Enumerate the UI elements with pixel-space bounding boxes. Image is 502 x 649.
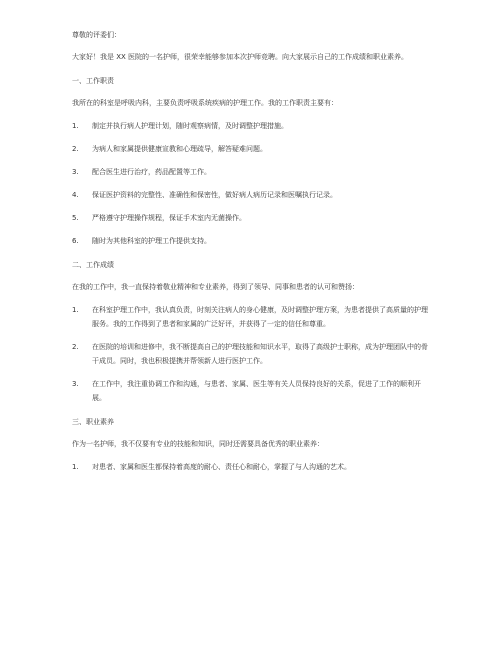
list-item-number: 1. [72,463,79,471]
list-item [72,234,432,248]
list-item-text: 为病人和家属提供健康宣教和心理疏导，解答疑难问题。 [92,145,267,153]
document-page [72,28,432,474]
list-item [72,303,432,331]
list-item-text: 配合医生进行治疗，药品配置等工作。 [92,168,211,176]
section-heading-professionalism: 三、职业素养 [72,418,114,426]
duties-list [72,119,432,248]
list-item-text: 在工作中，我注重协调工作和沟通，与患者、家属、医生等有关人员保持良好的关系，促进了工作的顺利开展。 [92,380,421,402]
achievements-list [72,303,432,405]
list-item-text: 对患者、家属和医生都保持着高度的耐心、责任心和耐心，掌握了与人沟通的艺术。 [92,463,351,471]
list-item [72,460,432,474]
list-item [72,377,432,405]
list-item-number: 2. [72,343,79,351]
list-item-number: 3. [72,380,79,388]
list-item-text: 在医院的培训和进修中，我不断提高自己的护理技能和知识水平，取得了高级护士职称，成为护理团队中的骨干成员。同时，我也积极提携并帮领新人进行医护工作。 [92,343,428,365]
list-item-text: 随时为其他科室的护理工作提供支持。 [92,237,211,245]
greeting: 尊敬的评委们： [72,31,121,39]
section-heading-duties: 一、工作职责 [72,77,114,85]
section-lead-achievements: 在我的工作中，我一直保持着敬业精神和专业素养，得到了领导、同事和患者的认可和赞扬： [72,283,359,291]
section-heading-achievements: 二、工作成绩 [72,261,114,269]
list-item [72,165,432,179]
list-item-number: 3. [72,168,79,176]
list-item-number: 4. [72,191,79,199]
list-item-number: 5. [72,214,79,222]
list-item-number: 1. [72,306,79,314]
list-item [72,211,432,225]
list-item [72,142,432,156]
list-item-number: 1. [72,122,79,130]
intro-paragraph: 大家好！我是 XX 医院的一名护师，很荣幸能够参加本次护师竞聘。向大家展示自己的工作成绩和职业素养。 [72,53,409,61]
section-lead-duties: 我所在的科室是呼吸内科，主要负责呼吸系统疾病的护理工作。我的工作职责主要有： [72,99,338,107]
list-item [72,188,432,202]
list-item-text: 制定并执行病人护理计划，随时观察病情，及时调整护理措施。 [92,122,288,130]
list-item-text: 保证医护资料的完整性、准确性和保密性，做好病人病历记录和医嘱执行记录。 [92,191,337,199]
section-lead-professionalism: 作为一名护师，我不仅要有专业的技能和知识，同时还需要具备优秀的职业素养： [72,440,324,448]
list-item-text: 严格遵守护理操作规程，保证手术室内无菌操作。 [92,214,246,222]
list-item-number: 6. [72,237,79,245]
list-item-number: 2. [72,145,79,153]
list-item [72,340,432,368]
list-item [72,119,432,133]
professionalism-list [72,460,432,474]
list-item-text: 在科室护理工作中，我认真负责，时刻关注病人的身心健康，及时调整护理方案，为患者提供了高质量的护理服务。我的工作得到了患者和家属的广泛好评，并获得了一定的信任和尊重。 [92,306,428,328]
